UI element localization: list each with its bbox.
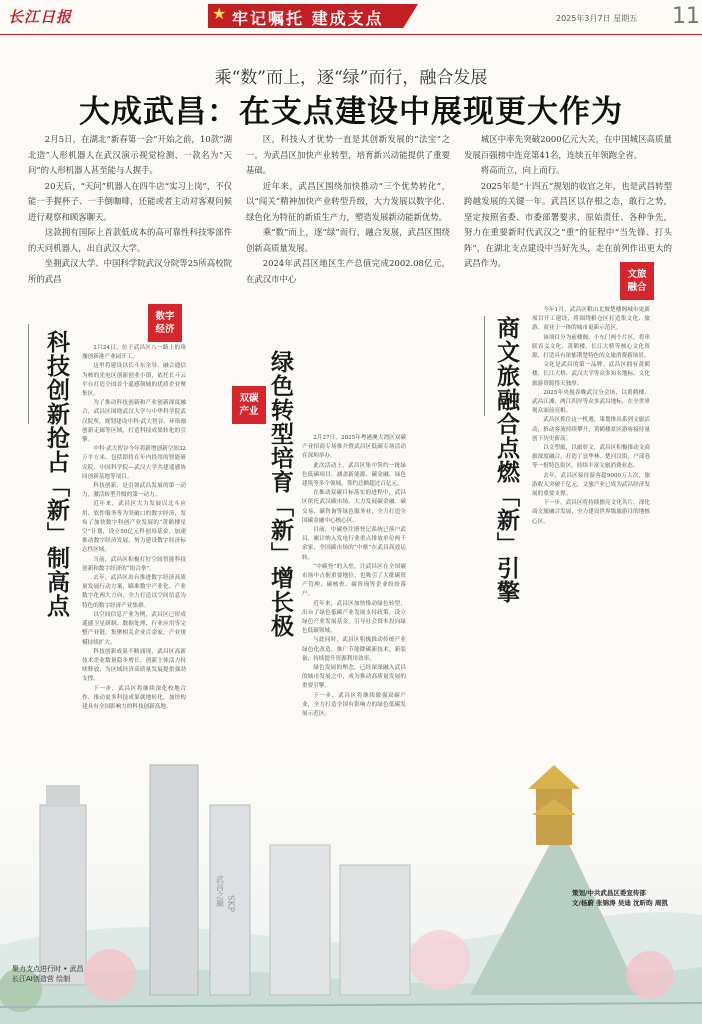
paragraph: 近年来，武昌区加快推动绿色转型，出台了绿色低碳产业发展支持政策，设立绿色产业发展基金，引导社会资本投向绿色低碳领域。 [302,600,406,635]
paragraph: 2025年央视春晚武汉分会场，以黄鹤楼、武昌江滩、两江四岸等众多武昌地标，在全世界观众面前亮相。 [532,389,650,415]
paragraph: 去年，武昌区出台推进数字经济高质量发展行动方案，瞄准数字产业化、产业数字化两大方向，全力打造以空间信息为特色的数字经济产业集群。 [82,575,186,609]
paragraph: 中科·武大智谷今年将新增创新空间32万平方米。包括即将在年内投用的智能研究院、中国科学院—武汉大学共建遥感协同创新基地等项目。 [82,446,186,480]
paragraph: 这里将建设以长斗东全导、融合通信为核的光电区创新创业小镇，依托长斗云平台打造全国首个遥感领域的优质企业聚集区。 [82,363,186,398]
paragraph: 今年1月，武昌区粮山北坡楚楼阁城市更新项目开工建设，将围绕粮仓区打造集文化、旅游、商业于一体的城市更新示范区。 [532,307,650,332]
section-title-green-transition: 绿色转型培育「新」增长极 [267,350,293,638]
section-body-green-transition [302,434,406,804]
wuchang-tower-building [150,765,198,995]
editor-credit [572,888,668,908]
section-body-culture-commerce [532,306,650,880]
paragraph: 将高而立，向上而行。 [480,165,565,175]
paragraph: 绿色发展的理念，已经深深融入武昌的城市发展之中，成为推动高质量发展的重要引擎。 [302,665,406,690]
credit-line: 长江AI创造营 绘制 [12,975,71,983]
tag-line: 融合 [627,282,647,293]
paragraph: 在推动双碳目标落实的进程中，武昌区依托武汉碳市场，大力发展碳金融、碳交易、碳咨询等绿色服务业，全力打造全国碳金融中心核心区。 [302,490,406,524]
star-icon: ★ [212,4,227,23]
paragraph: 与此同时，武昌区积极推动传统产业绿色化改造，推广节能降碳新技术、新装备，持续提升资源利用效率。 [302,637,406,662]
page-number: 11 [672,4,700,29]
tag-line: 双碳 [239,393,259,404]
paragraph: 科技创新，是引领武昌发展的第一动力，激活转型升级的第一动力。 [82,483,186,499]
paragraph: 2025年是“十四五”规划的收官之年，也是武昌转型跨越发展的关键一年。武昌区以存根之态，敢行之势，坚定按照省委、市委部署要求，原始责任、各种争先，努力在重要新时代武汉之“重”的征程中“当先锋、打头阵”，在湖北支点建设中当好先头，走在前列作出更大的武昌作为。 [464,180,672,268]
paragraph: 这款拥有国际上首款低成本的高可靠性科技零部件的天问机器人，出自武汉大学。 [28,227,232,253]
paragraph: 区，科技人才优势一直是其创新发展的“法宝”之一。为武昌区加快产业转型，培育新兴动能提供了重要基础。 [246,134,450,175]
divider [28,324,29,424]
section-body-tech-innovation [82,344,186,784]
article-title: 大成武昌：在支点建设中展现更大作为 [79,94,623,130]
paragraph: 2月5日，在湖北“新春第一会”开始之前，10款“湖北造”人形机器人在武汉演示视觉检测、一款名为“天问”的人形机器人甚至能与人握手。 [28,134,232,175]
tag-line: 产业 [239,406,259,417]
tag-line: 数字 [155,311,175,322]
paragraph: 下一步，武昌区将持续擦亮文化名片，深化商文旅融合发展，全力建设世界级旅游目的地核心区。 [532,500,650,525]
column-banner-text: 牢记嘱托 建成支点 [232,9,384,28]
building-sign-1: 武昌之巅 [215,875,225,907]
paragraph: 科技创新成果不断涌现，武昌区高新技术企业数量稳步增长，创新主体活力持续释放，为区域经济高质量发展提供强劲支撑。 [82,648,186,683]
page-header [0,0,702,35]
paragraph: 下一步，武昌区将继续深化校地合作，推动更多科技成果就地转化，加快构建具有全国影响力的科技创新高地。 [82,685,186,710]
paragraph: 坐拥武汉大学、中国科学院武汉分院等25所高校院所的武昌 [28,258,232,284]
paragraph: 下一步，武昌区将继续做强双碳产业，全力打造全国有影响力的绿色低碳发展示范区。 [302,692,406,718]
building-sign-2: SKP [226,895,236,912]
tag-line: 经济 [155,324,175,335]
paragraph: 近年来，武昌区围绕加快推动“三个优势转化”，以“闯关”精神加快产业转型升级，大力发展以数字化、绿色化为特征的新质生产力，塑造发展新动能新优势。 [246,180,450,222]
paragraph: 近年来，武昌区大力发展以北斗应用、软件服务等为突破口的数字经济，发布了加快数字科创产业发展的“黄鹤楼星空”计划，设立50亿元科创母基金，加速推动数字经济发展。努力建设数字经济标志性区域。 [82,501,186,554]
divider [484,316,485,416]
issue-date: 2025年3月7日 星期五 [556,14,638,23]
credit-line: 聚力支点进行时 • 武昌 [12,965,84,973]
paragraph: 以文塑旅，以旅彰文，武昌区积极推动文商旅深度融合，打造了昙华林、楚河汉街、户部巷等一批特色街区，持续丰富文旅消费业态。 [532,445,650,470]
paragraph: 2024年武昌区地区生产总值完成2002.08亿元，在武汉市中心 [246,258,450,284]
illustration-credit [12,964,84,984]
paragraph: “中碳登”的入驻，让武昌区在全国碳市场中占据重要地位，也吸引了大批碳资产管理、碳核查、碳咨询等企业纷纷落户。 [302,563,406,598]
editor-line: 文/杨蔚 张锦涛 吴迪 沈昕昀 周凯 [572,899,668,907]
paragraph: 此次活动上，武昌区集中签约一批绿色低碳项目，涵盖新能源、碳金融、绿色建筑等多个领域，签约总额超过百亿元。 [302,462,406,488]
section-title-culture-commerce: 商文旅融合点燃「新」引擎 [493,316,519,604]
article-subtitle: 乘“数”而上，逐“绿”而行，融合发展 [214,68,488,88]
intro-column-1 [28,132,232,287]
section-tag-digital-economy [148,304,182,342]
paragraph: 20天后，“天问”机器人在四牛店“实习上岗”，不仅能一手握杯子、一手倒咖啡，还能或者主动对客观问候进行观察和顾客聊天。 [28,180,232,222]
paragraph: 以空间信息产业为例，武昌区已形成遥感卫星研制、数据处理、行业应用等完整产业链，集聚相关企业百余家，产业规模持续扩大。 [82,611,186,646]
tag-line: 文旅 [627,269,647,280]
editor-line: 策划/中共武昌区委宣传部 [572,889,646,897]
paragraph: 该项目分为前楼阁、小东门两个片区，将串联首义文化、黄鹤楼、长江大桥等核心文化资源，打造具有浓郁荆楚特色的文旅消费新场景。 [532,334,650,360]
intro-column-3 [464,132,672,272]
paragraph: 乘“数”而上，逐“绿”而行，融合发展，武昌区围绕创新高质量发展。 [246,227,450,253]
section-tag-culture-tourism [620,262,654,300]
section-title-tech-innovation: 科技创新抢占「新」制高点 [43,330,69,618]
intro-column-2 [246,132,450,287]
paragraph: 文化是武昌的第一品牌。武昌区拥有黄鹤楼、长江大桥、武汉大学等众多知名地标，文化旅游资源得天独厚。 [532,362,650,387]
paragraph: 城区中率先突破2000亿元大关，在中国城区高质量发展百强榜中连竞第41名，连续五年领跑全省。 [464,134,672,160]
paragraph: 为了推动科技创新和产业创新深度融合，武昌区围绕武汉大学与中华科学院武汉院所，规划建设中科·武大智谷、环珞珈创新走廊等区域，打造科技成果转化的引擎。 [82,400,186,444]
paragraph: 2月27日，2025年粤港澳大湾区双碳产业招商专场推介暨武昌区低碳专场活动在深圳举办。 [302,435,406,460]
section-tag-dual-carbon [232,386,266,424]
paragraph: 武昌区抓住这一机遇，策划推出系列文旅活动，推动客流持续攀升，黄鹤楼景区游客接待量创下历史新高。 [532,417,650,442]
paragraph: 去年，武昌区接待游客超9000万人次，旅游收入突破千亿元，文旅产业已成为武昌经济发展的重要支撑。 [532,472,650,498]
paragraph: 2月24日，位于武昌区八一路上的珞珈创新港产业园开工。 [82,345,186,361]
paragraph: 当前，武昌区积极打好空间智能科技创新和数字经济的“组合拳”。 [82,556,186,572]
newspaper-masthead: 长江日报 [8,8,73,26]
paragraph: 目前，中碳登注册登记系统已落户武昌，累计纳入发电行业重点排放单位两千余家，全国碳市场的“中枢”在武昌高效运转。 [302,527,406,561]
